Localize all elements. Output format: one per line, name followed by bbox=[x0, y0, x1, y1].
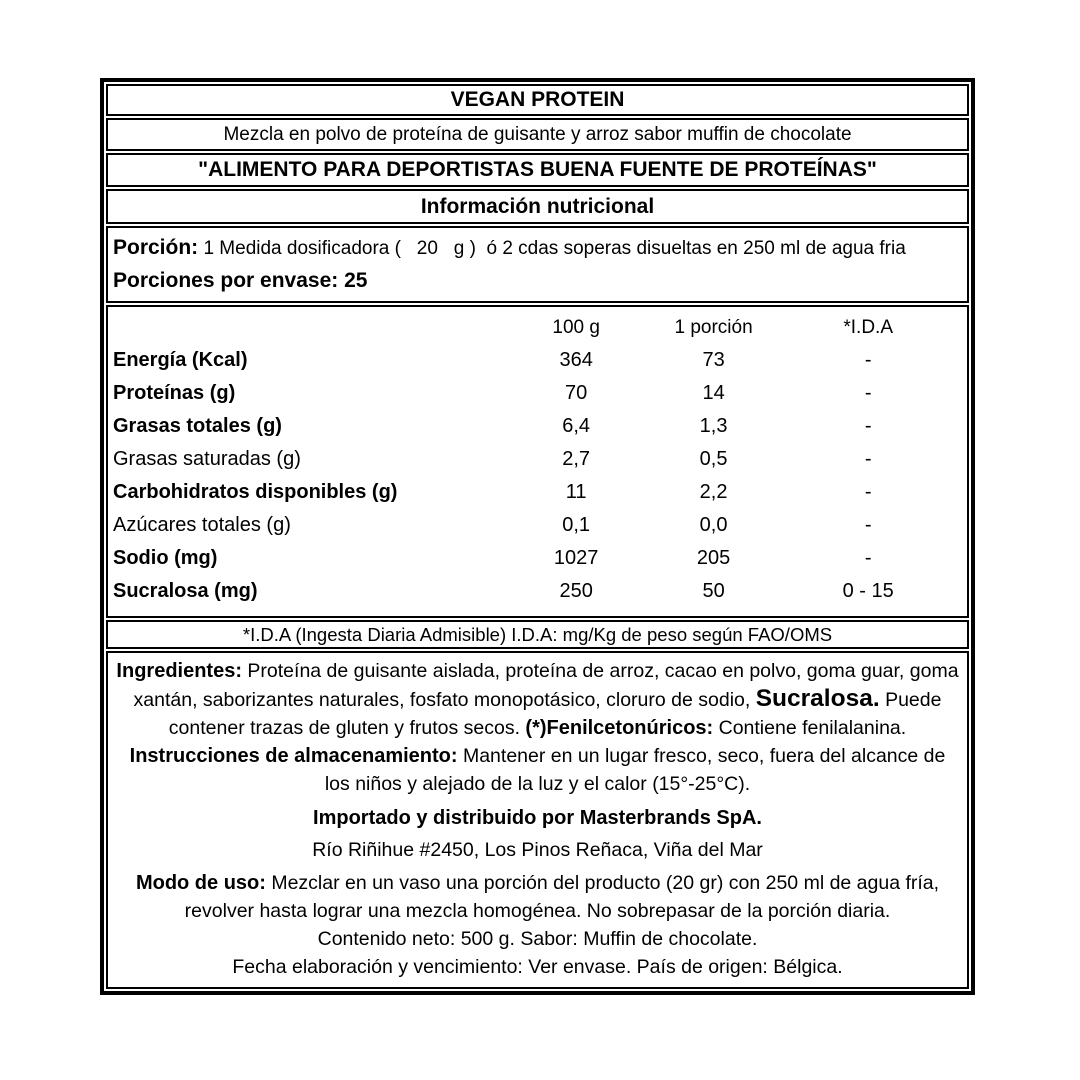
table-row-grasas-totales: Grasas totales (g) 6,4 1,3 - bbox=[113, 415, 872, 437]
product-title: VEGAN PROTEIN bbox=[106, 84, 969, 116]
servings-per-container: Porciones por envase: 25 bbox=[113, 269, 368, 292]
net-content-line: Contenido neto: 500 g. Sabor: Muffin de chocolate. bbox=[317, 928, 758, 950]
table-row-sucralosa: Sucralosa (mg) 250 50 0 - 15 bbox=[113, 580, 894, 602]
table-header-row bbox=[108, 311, 967, 344]
nutrition-table bbox=[106, 305, 969, 618]
importer-line: Importado y distribuido por Masterbrands SpA. bbox=[313, 807, 762, 829]
storage-label: Instrucciones de almacenamiento: bbox=[129, 745, 458, 767]
ingredients-traces: Puede contener trazas de gluten y frutos secos. bbox=[168, 689, 942, 739]
ingredients-list: Proteína de guisante aislada, proteína de arroz, cacao en polvo, goma guar, goma xantán, saborizantes naturales, fosfato monopotásico, cloruro de sodio, bbox=[133, 660, 959, 711]
usage-label: Modo de uso: bbox=[135, 872, 266, 894]
table-row-energia: Energía (Kcal) 364 73 - bbox=[113, 349, 872, 371]
serving-info bbox=[106, 226, 969, 303]
ingredients-sucralosa: Sucralosa. bbox=[755, 685, 880, 712]
table-header-ida: *I.D.A bbox=[843, 317, 893, 338]
product-description: Mezcla en polvo de proteína de guisante y arroz sabor muffin de chocolate bbox=[106, 118, 969, 151]
table-row-proteinas: Proteínas (g) 70 14 - bbox=[113, 382, 872, 404]
table-row-azucares: Azúcares totales (g) 0,1 0,0 - bbox=[113, 514, 872, 536]
table-row-carbohidratos: Carbohidratos disponibles (g) 11 2,2 - bbox=[113, 481, 872, 503]
usage-paragraph bbox=[116, 869, 959, 925]
table-header-100g: 100 g bbox=[552, 317, 600, 338]
phenylketonurics-label: (*)Fenilcetonúricos: bbox=[525, 717, 714, 739]
usage-text: Mezclar en un vaso una porción del producto (20 gr) con 250 ml de agua fría, revolver hasta lograr una mezcla homogénea. No sobrepasar de la porción diaria. bbox=[184, 872, 940, 922]
label-details bbox=[106, 651, 969, 989]
ingredients-paragraph bbox=[116, 657, 959, 742]
storage-text: Mantener en un lugar fresco, seco, fuera del alcance de los niños y alejado de la luz y el calor (15°-25°C). bbox=[324, 745, 946, 795]
storage-paragraph bbox=[116, 742, 959, 798]
table-row-grasas-saturadas: Grasas saturadas (g) 2,7 0,5 - bbox=[113, 448, 872, 470]
table-header-porcion: 1 porción bbox=[674, 317, 753, 338]
serving-size-line bbox=[113, 231, 962, 265]
ingredients-label: Ingredientes: bbox=[116, 660, 242, 682]
phenylketonurics-text: Contiene fenilalanina. bbox=[713, 717, 907, 739]
nutrition-facts-heading: Información nutricional bbox=[106, 189, 969, 224]
ida-footnote: *I.D.A (Ingesta Diaria Admisible) I.D.A: mg/Kg de peso según FAO/OMS bbox=[106, 620, 969, 649]
importer-address: Río Riñihue #2450, Los Pinos Reñaca, Viña del Mar bbox=[312, 839, 763, 861]
serving-size-text: 1 Medida dosificadora ( 20 g ) ó 2 cdas soperas disueltas en 250 ml de agua fria bbox=[198, 238, 906, 259]
table-row-sodio: Sodio (mg) 1027 205 - bbox=[113, 547, 872, 569]
date-origin-line: Fecha elaboración y vencimiento: Ver envase. País de origen: Bélgica. bbox=[232, 956, 843, 978]
table-header-empty bbox=[108, 311, 495, 344]
nutrition-label bbox=[100, 78, 975, 995]
product-claim: "ALIMENTO PARA DEPORTISTAS BUENA FUENTE DE PROTEÍNAS" bbox=[106, 153, 969, 187]
serving-size-label: Porción: bbox=[113, 236, 199, 259]
